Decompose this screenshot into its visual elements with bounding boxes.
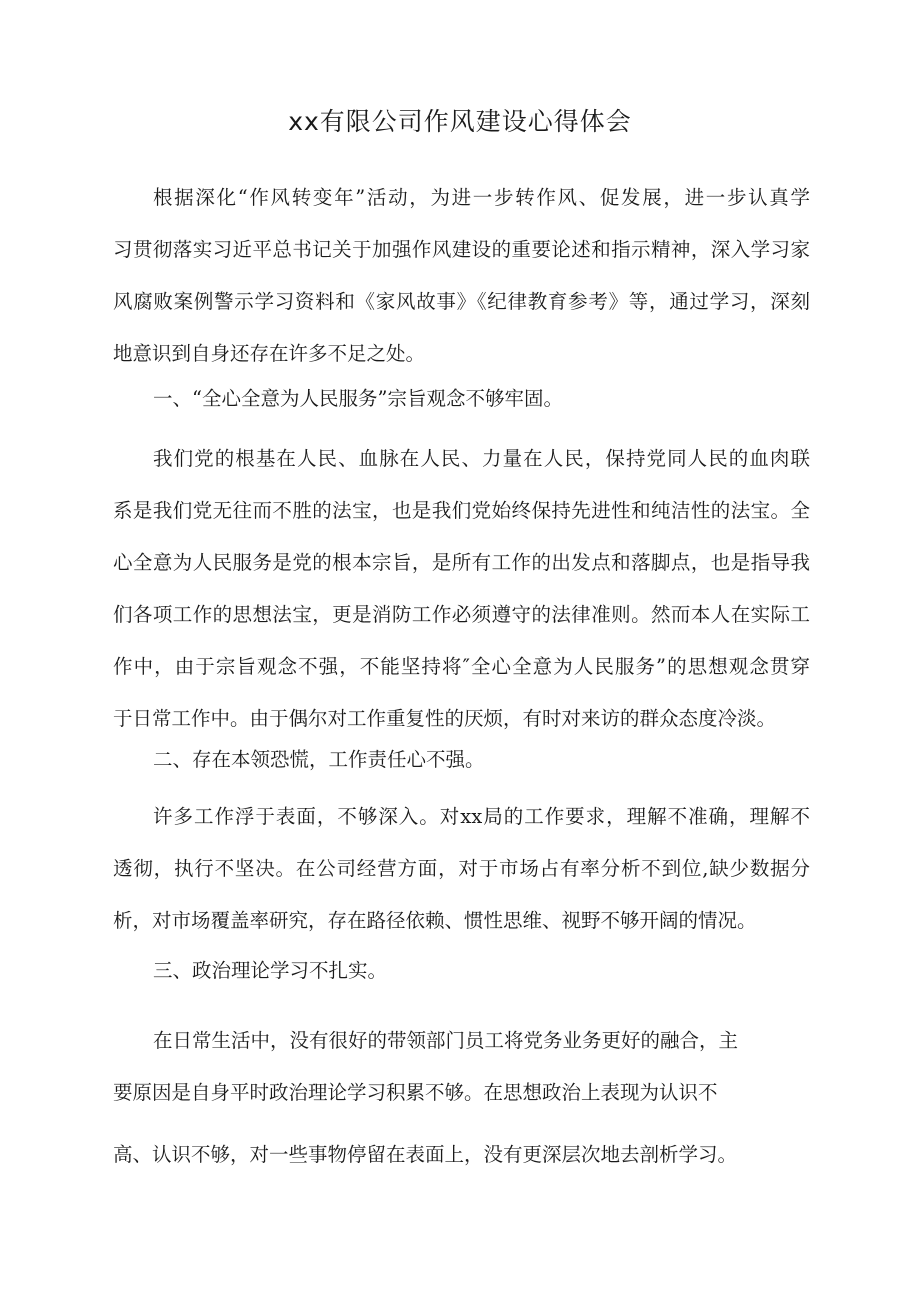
section-1-paragraph (113, 433, 810, 745)
paragraph-line: 系是我们党无往而不胜的法宝，也是我们党始终保持先进性和纯洁性的法宝。全 (113, 499, 810, 522)
section-3-paragraph (113, 1015, 810, 1181)
section-heading-text: 三、政治理论学习不扎实。 (153, 959, 388, 982)
paragraph-line: 风腐败案例警示学习资料和《家风故事》《纪律教育参考》等，通过学习，深刻 (113, 290, 810, 313)
paragraph-line: 们各项工作的思想法宝，更是消防工作必须遵守的法律准则。然而本人在实际工 (113, 603, 810, 626)
paragraph-line: 根据深化“作风转变年”活动，为进一步转作风、促发展，进一步认真学 (153, 186, 810, 209)
section-heading-text: 一、“全心全意为人民服务”宗旨观念不够牢固。 (153, 387, 563, 410)
paragraph-line: 高、认识不够，对一些事物停留在表面上，没有更深层次地去剖析学习。 (113, 1143, 738, 1166)
section-heading-text: 二、存在本领恐慌，工作责任心不强。 (153, 748, 485, 771)
section-2-heading (113, 734, 810, 786)
section-3-heading (113, 945, 810, 997)
section-2-paragraph (113, 791, 810, 947)
section-1-heading (113, 373, 810, 425)
paragraph-line: 作中，由于宗旨观念不强，不能坚持将″全心全意为人民服务”的思想观念贯穿 (113, 655, 810, 678)
intro-paragraph (113, 172, 810, 380)
paragraph-line: 心全意为人民服务是党的根本宗旨，是所有工作的出发点和落脚点，也是指导我 (113, 551, 810, 574)
paragraph-line: 习贯彻落实习近平总书记关于加强作风建设的重要论述和指示精神，深入学习家 (113, 238, 810, 261)
document-title: xx有限公司作风建设心得体会 (288, 107, 632, 136)
paragraph-line: 我们党的根基在人民、血脉在人民、力量在人民，保持党同人民的血肉联 (153, 447, 810, 470)
paragraph-line: 析，对市场覆盖率研究，存在路径依赖、惯性思维、视野不够开阔的情况。 (113, 909, 757, 932)
paragraph-line: 要原因是自身平时政治理论学习积累不够。在思想政治上表现为认识不 (113, 1081, 718, 1104)
paragraph-line: 许多工作浮于表面，不够深入。对xx局的工作要求，理解不准确，理解不 (153, 805, 810, 828)
paragraph-line: 在日常生活中，没有很好的带领部门员工将党务业务更好的融合，主 (153, 1029, 739, 1052)
paragraph-line: 于日常工作中。由于偶尔对工作重复性的厌烦，有时对来访的群众态度冷淡。 (113, 707, 777, 730)
paragraph-line: 透彻，执行不坚决。在公司经营方面，对于市场占有率分析不到位,缺少数据分 (113, 857, 810, 880)
paragraph-line: 地意识到自身还存在许多不足之处。 (113, 342, 426, 365)
